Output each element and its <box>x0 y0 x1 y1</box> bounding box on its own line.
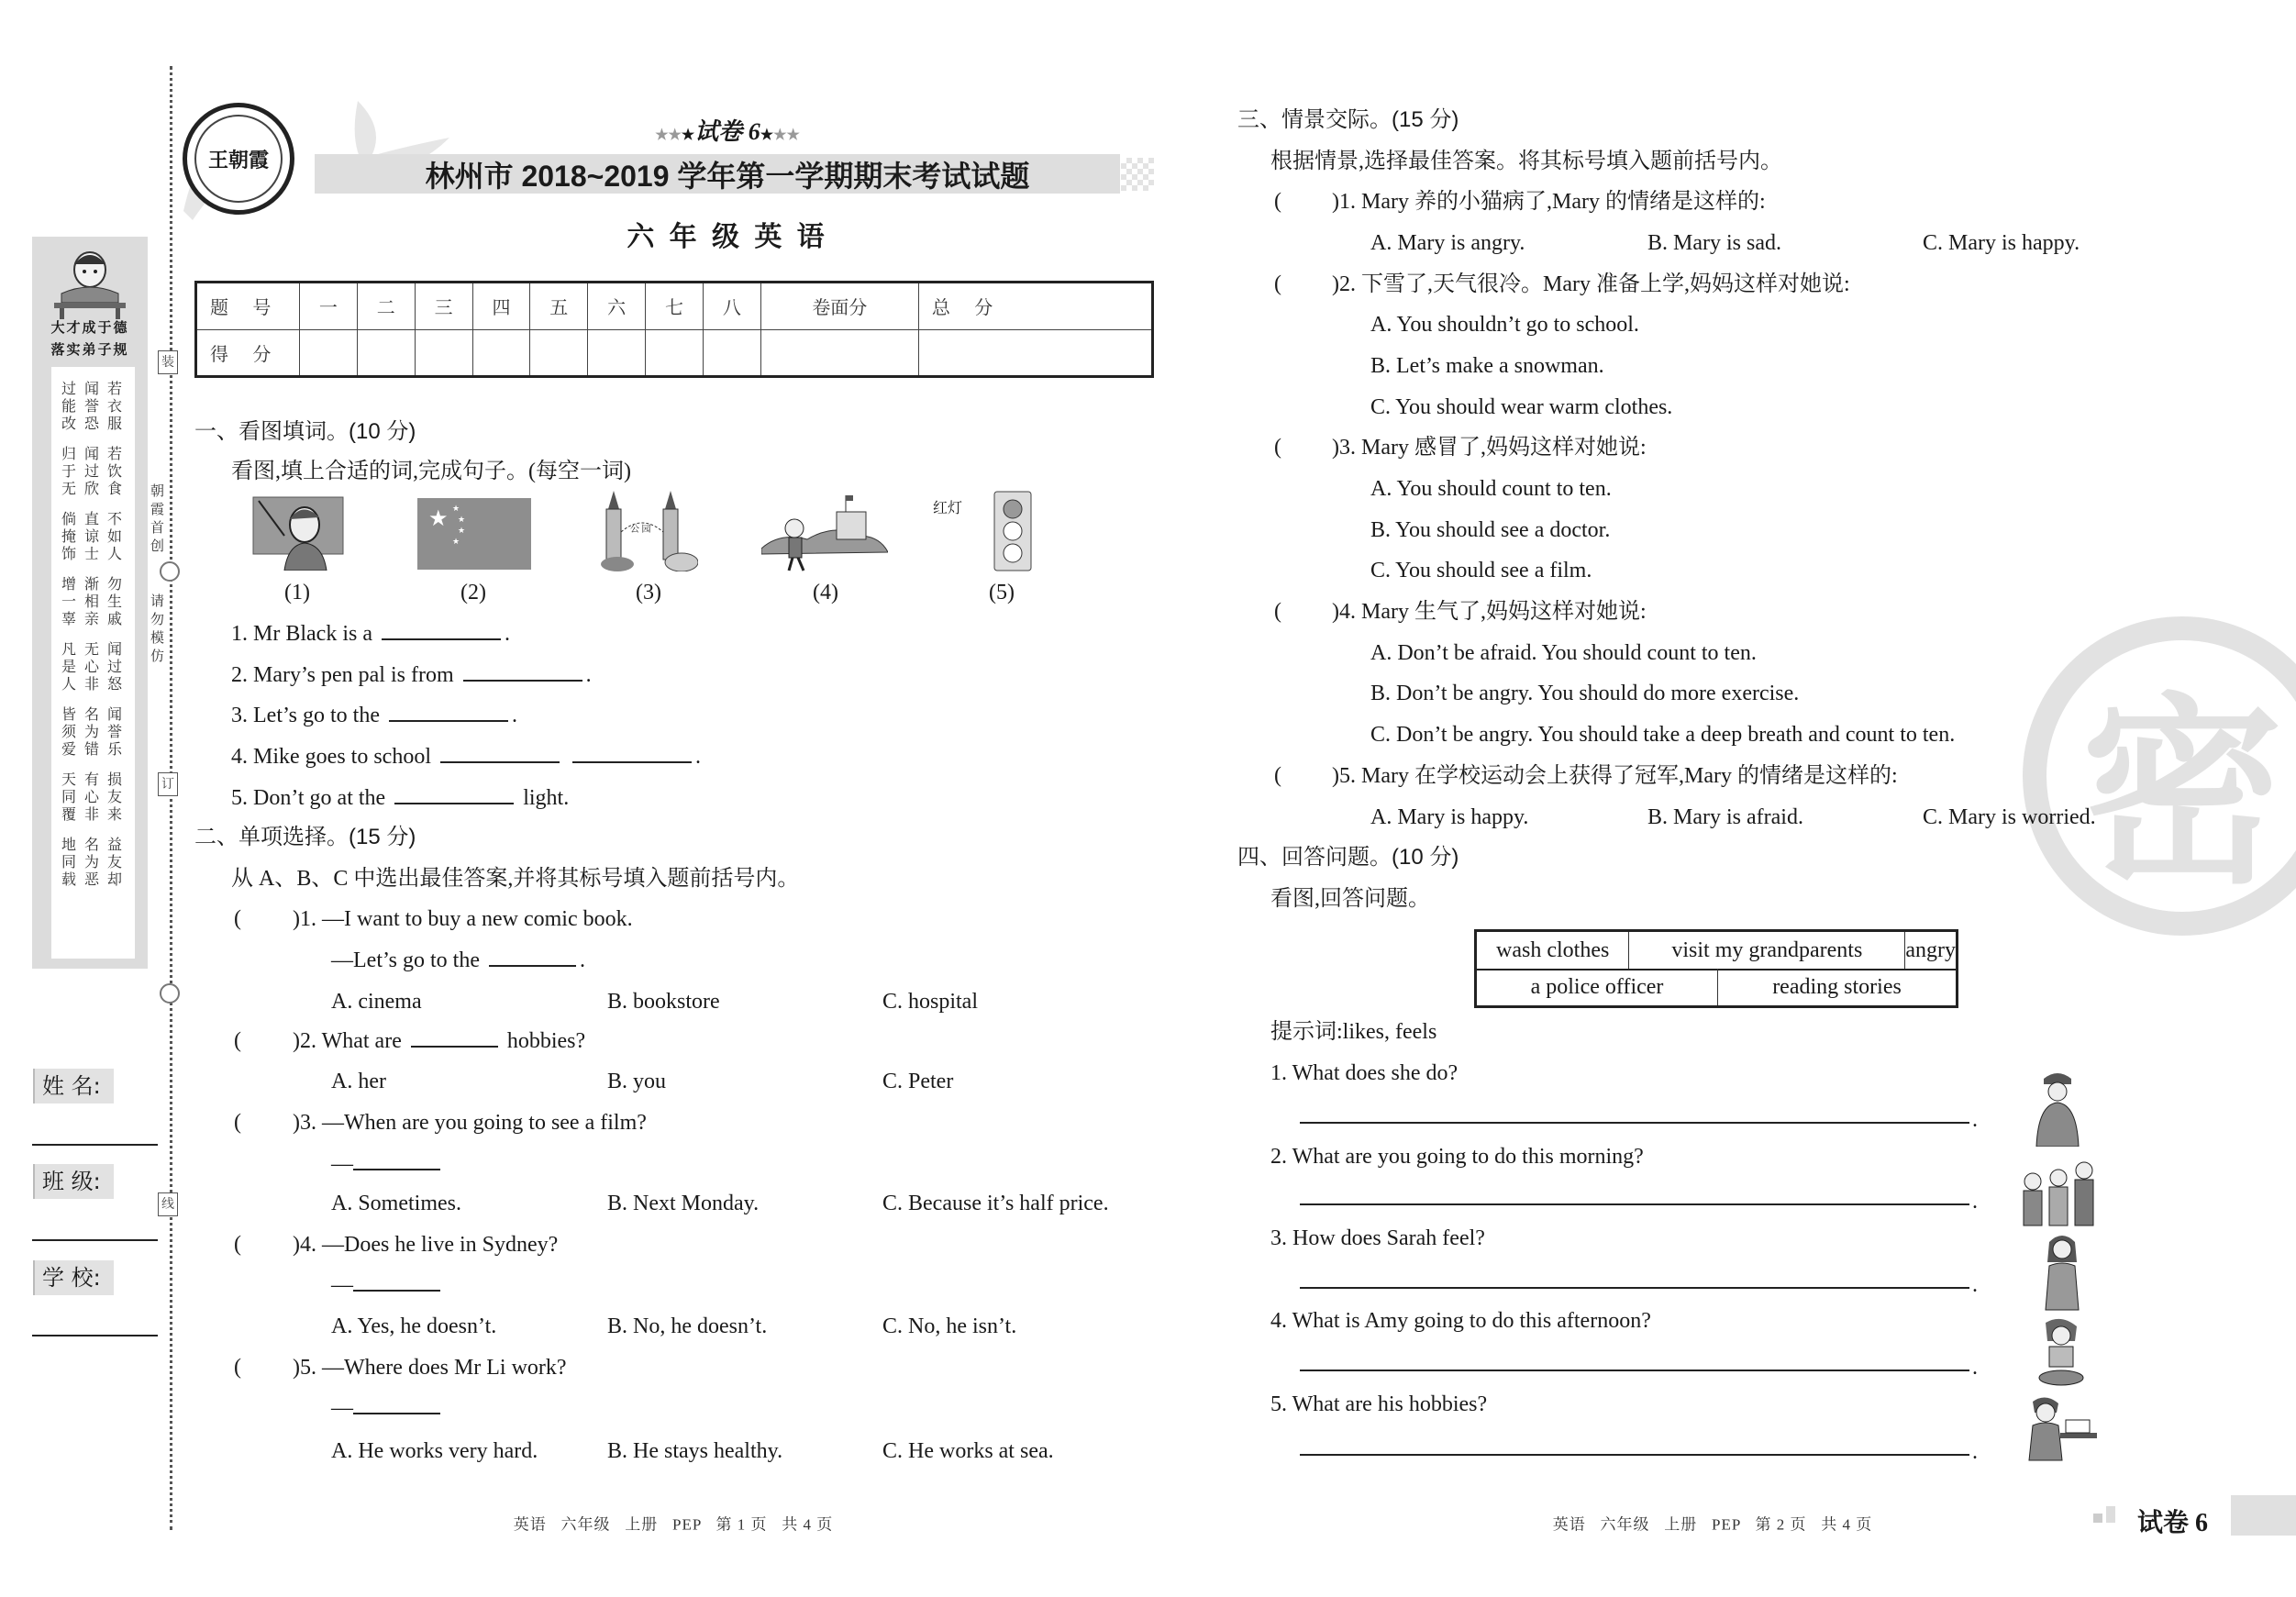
answer-question: 2. What are you going to do this morning? <box>1270 1145 1644 1169</box>
answer-blank[interactable] <box>353 1413 440 1414</box>
question-text: —Does he live in Sydney? <box>322 1233 559 1257</box>
answer-blank[interactable] <box>382 638 501 640</box>
answer-paren[interactable]: ( <box>1274 763 1281 788</box>
verse-line: 过闻若 <box>61 380 130 397</box>
score-cell[interactable] <box>646 329 704 377</box>
header-cell: 总 分 <box>918 283 1152 330</box>
question-stem-2 <box>331 1274 444 1296</box>
star-icons: ★★ <box>773 128 800 143</box>
margin-note-no-copy: 请勿模仿 <box>150 593 165 664</box>
binding-mark-zhuang: 装 <box>158 350 178 374</box>
verse-line: 增渐勿 <box>61 575 130 593</box>
class-label: 班 级: <box>33 1164 114 1199</box>
fill-item <box>231 664 592 686</box>
answer-paren[interactable]: ( <box>1274 189 1281 214</box>
class-field[interactable] <box>32 1239 158 1241</box>
verse-line: 倘直不 <box>61 510 130 527</box>
fill-item-end: . <box>511 704 517 727</box>
park-sign-text: 公 园 <box>630 525 651 535</box>
verse-line: 无欣食 <box>61 480 130 497</box>
verse-block <box>51 367 135 959</box>
question-text: Mary 生气了,妈妈这样对她说: <box>1361 600 1647 624</box>
verse-group <box>51 771 135 823</box>
question-stem <box>293 908 633 930</box>
question-stem <box>293 1357 567 1379</box>
verse-line: 掩谅如 <box>61 527 130 545</box>
verse-line: 载恶却 <box>61 871 130 888</box>
option-a[interactable]: A. Sometimes. <box>331 1192 461 1215</box>
question-stem-2 <box>331 1153 444 1175</box>
verse-line: 于过饮 <box>61 462 130 480</box>
question-number: )5. <box>293 1356 316 1380</box>
star-icons: ★★ <box>655 128 682 143</box>
question-number: )4. <box>293 1233 316 1257</box>
option-c[interactable]: C. hospital <box>882 990 979 1014</box>
option-b[interactable]: B. You should see a doctor. <box>1370 518 1611 542</box>
option-a[interactable]: A. Don’t be afraid. You should count to ten. <box>1370 641 1757 665</box>
score-cell[interactable] <box>703 329 760 377</box>
word-bank-table <box>1474 929 1958 1008</box>
header-cell: 四 <box>472 283 530 330</box>
question-number: )4. <box>1332 600 1356 624</box>
exam-title: 林州市 2018~2019 学年第一学期期末考试试题 <box>425 160 1030 193</box>
score-row-label: 得 分 <box>196 329 300 377</box>
question-text: Mary 感冒了,妈妈这样对她说: <box>1361 436 1647 460</box>
option-c[interactable]: C. Mary is happy. <box>1923 231 2080 255</box>
section2-instruction: 从 A、B、C 中选出最佳答案,并将其标号填入题前括号内。 <box>231 867 800 891</box>
question-text-end: hobbies? <box>506 1029 586 1053</box>
star-icon: ★ <box>681 128 695 143</box>
answer-blank[interactable] <box>353 1290 440 1292</box>
word-bank-cell: visit my grandparents <box>1629 932 1905 969</box>
question-text: —Where does Mr Li work? <box>322 1356 567 1380</box>
answer-blank[interactable] <box>394 803 514 804</box>
park-picture <box>599 491 698 571</box>
answer-paren[interactable]: ( <box>234 906 241 931</box>
question-text: Mary 养的小猫病了,Mary 的情绪是这样的: <box>1361 190 1766 214</box>
traffic-light-label: 红灯 <box>933 499 963 516</box>
verse-line: 同为友 <box>61 853 130 871</box>
line-end-period: . <box>1972 1355 1978 1380</box>
answer-blank[interactable] <box>440 761 560 763</box>
fill-item <box>231 787 569 809</box>
watermark-text: 密 <box>2080 676 2283 911</box>
question-number: )1. <box>293 907 316 931</box>
svg-text:★: ★ <box>458 526 466 535</box>
answer-blank[interactable] <box>572 761 692 763</box>
answer-question: 5. What are his hobbies? <box>1270 1392 1488 1416</box>
answer-blank[interactable] <box>463 680 582 682</box>
answer-paren[interactable]: ( <box>1274 272 1281 296</box>
score-cell[interactable] <box>530 329 588 377</box>
verse-group <box>51 640 135 693</box>
sidebar-di-zi-gui <box>32 237 148 969</box>
verse-group <box>51 380 135 432</box>
header-cell: 五 <box>530 283 588 330</box>
option-b[interactable]: B. Next Monday. <box>607 1192 760 1215</box>
angry-girl-picture <box>2035 1229 2090 1312</box>
score-table-score-row <box>196 329 1153 377</box>
option-a[interactable]: A. Mary is angry. <box>1370 231 1525 255</box>
answer-blank[interactable] <box>489 965 576 967</box>
header-cell: 题 号 <box>196 283 300 330</box>
score-cell[interactable] <box>415 329 472 377</box>
option-b[interactable]: B. No, he doesn’t. <box>607 1314 768 1338</box>
question-number: )2. <box>1332 272 1356 296</box>
answer-paren[interactable]: ( <box>234 1232 241 1257</box>
name-label: 姓 名: <box>33 1069 114 1103</box>
swirl-icon <box>160 983 180 1004</box>
header-cell: 三 <box>415 283 472 330</box>
svg-text:★: ★ <box>458 515 466 524</box>
fill-item-text: 5. Don’t go at the <box>231 786 386 810</box>
picture-label: (5) <box>989 581 1015 604</box>
header-cell: 一 <box>300 283 358 330</box>
answer-paren[interactable]: ( <box>1274 599 1281 624</box>
logo-text: 王朝霞 <box>207 148 269 172</box>
answer-line[interactable] <box>1300 1122 1969 1124</box>
school-field[interactable] <box>32 1335 158 1336</box>
verse-line: 一相生 <box>61 593 130 610</box>
answer-line[interactable] <box>1300 1454 1969 1456</box>
fill-item-text: 3. Let’s go to the <box>231 704 380 727</box>
fill-item-end: light. <box>523 786 570 810</box>
verse-line: 爱错乐 <box>61 740 130 758</box>
question-number: )5. <box>1332 764 1356 788</box>
option-b[interactable]: B. you <box>607 1070 667 1093</box>
question-text: What are <box>321 1029 402 1053</box>
line-end-period: . <box>1972 1189 1978 1214</box>
option-b[interactable]: B. He stays healthy. <box>607 1439 783 1463</box>
section3-instruction: 根据情景,选择最佳答案。将其标号填入题前括号内。 <box>1270 150 1782 173</box>
option-a[interactable]: A. You shouldn’t go to school. <box>1370 313 1639 337</box>
footer-page-1: 英语 六年级 上册 PEP 第 1 页 共 4 页 <box>513 1515 834 1534</box>
answer-blank[interactable] <box>389 720 508 722</box>
school-label: 学 校: <box>33 1260 114 1295</box>
score-cell[interactable] <box>588 329 646 377</box>
option-a[interactable]: A. Mary is happy. <box>1370 805 1529 829</box>
score-cell[interactable] <box>918 329 1152 377</box>
question-number: )2. <box>293 1029 316 1053</box>
verse-line: 地名益 <box>61 836 130 853</box>
question-number: )3. <box>1332 436 1356 460</box>
score-cell[interactable] <box>760 329 918 377</box>
header-cell: 二 <box>357 283 415 330</box>
option-b[interactable]: B. bookstore <box>607 990 720 1014</box>
score-cell[interactable] <box>357 329 415 377</box>
header-cell: 七 <box>646 283 704 330</box>
student-cartoon-icon <box>50 246 129 319</box>
exam-number-badge <box>2093 1501 2296 1537</box>
answer-question: 1. What does she do? <box>1270 1061 1459 1085</box>
option-a[interactable]: A. cinema <box>331 990 422 1014</box>
verse-line: 饰士人 <box>61 545 130 562</box>
option-c[interactable]: C. You should wear warm clothes. <box>1370 395 1673 419</box>
word-bank-cell: a police officer <box>1477 969 1718 1005</box>
option-b[interactable]: B. Mary is afraid. <box>1647 805 1803 829</box>
traffic-light-picture <box>993 491 1033 571</box>
verse-line: 皆名闻 <box>61 705 130 723</box>
publisher-logo <box>183 103 294 215</box>
picture-label: (4) <box>813 581 838 604</box>
binding-mark-ding: 订 <box>158 772 178 796</box>
series-label-text: 试卷 6 <box>694 118 760 145</box>
motto-line-1: 大才成于德 <box>50 319 129 336</box>
question-text: 下雪了,天气很冷。Mary 准备上学,妈妈这样对她说: <box>1361 272 1850 296</box>
fill-item-text: 4. Mike goes to school <box>231 745 431 769</box>
fill-item-end: . <box>585 663 592 687</box>
question-stem <box>1332 601 1647 623</box>
option-c[interactable]: C. Because it’s half price. <box>882 1192 1109 1215</box>
fill-item-text: 2. Mary’s pen pal is from <box>231 663 454 687</box>
subject-title: 六 年 级 英 语 <box>627 222 828 252</box>
verse-line: 同心友 <box>61 788 130 805</box>
fill-item <box>231 623 510 645</box>
section4-instruction: 看图,回答问题。 <box>1270 887 1430 911</box>
question-text: —Let’s go to the <box>331 948 480 972</box>
motto-line-2: 落实弟子规 <box>50 341 129 358</box>
police-officer-picture <box>2025 1066 2090 1147</box>
option-b[interactable]: B. Let’s make a snowman. <box>1370 354 1604 378</box>
answer-blank[interactable] <box>411 1046 498 1048</box>
footer-page-2: 英语 六年级 上册 PEP 第 2 页 共 4 页 <box>1552 1515 1873 1534</box>
section4-heading: 四、回答问题。(10 分) <box>1237 845 1459 870</box>
question-stem <box>1332 765 1898 787</box>
question-text: — <box>331 1396 353 1420</box>
question-number: )3. <box>293 1111 316 1135</box>
swirl-icon <box>160 561 180 582</box>
option-b[interactable]: B. Mary is sad. <box>1647 231 1781 255</box>
question-text: —When are you going to see a film? <box>322 1111 647 1135</box>
section2-heading: 二、单项选择。(15 分) <box>194 825 416 849</box>
picture-label: (3) <box>636 581 661 604</box>
reading-boy-picture <box>2020 1392 2101 1464</box>
verse-group <box>51 510 135 562</box>
question-number: )1. <box>1332 190 1356 214</box>
fill-item <box>231 746 701 768</box>
answer-paren[interactable]: ( <box>234 1110 241 1135</box>
star-icon: ★ <box>760 128 774 143</box>
header-cell: 卷面分 <box>760 283 918 330</box>
question-stem <box>1332 437 1647 459</box>
teacher-picture <box>251 495 345 571</box>
verse-line: 是心过 <box>61 658 130 675</box>
answer-paren[interactable]: ( <box>234 1355 241 1380</box>
option-b[interactable]: B. Don’t be angry. You should do more exercise. <box>1370 682 1800 705</box>
verse-line: 归闻若 <box>61 445 130 462</box>
fill-item <box>231 704 517 726</box>
answer-question: 4. What is Amy going to do this afternoon? <box>1270 1309 1651 1333</box>
picture-label: (2) <box>460 581 486 604</box>
option-c[interactable]: C. Mary is worried. <box>1923 805 2096 829</box>
answer-blank[interactable] <box>353 1169 440 1170</box>
header-cell: 八 <box>703 283 760 330</box>
hint-words: 提示词:likes, feels <box>1270 1020 1437 1044</box>
question-text: — <box>331 1273 353 1297</box>
verse-line: 改恐服 <box>61 415 130 432</box>
picture-label: (1) <box>284 581 310 604</box>
china-flag-picture <box>417 498 531 570</box>
option-a[interactable]: A. You should count to ten. <box>1370 477 1612 501</box>
walking-to-school-picture <box>761 495 888 574</box>
word-bank-cell: angry <box>1905 937 1956 962</box>
verse-line: 天有损 <box>61 771 130 788</box>
option-c[interactable]: C. Peter <box>882 1070 954 1093</box>
verse-line: 辜亲戚 <box>61 610 130 627</box>
score-table-header-row <box>196 283 1153 330</box>
word-bank-cell: reading stories <box>1772 974 1902 999</box>
verse-group <box>51 836 135 888</box>
verse-line: 人非怒 <box>61 675 130 693</box>
badge-text: 试卷 6 <box>2137 1509 2209 1537</box>
binding-mark-xian: 线 <box>158 1192 178 1216</box>
section1-instruction: 看图,填上合适的词,完成句子。(每空一词) <box>231 460 631 483</box>
word-bank-cell: wash clothes <box>1477 932 1629 969</box>
question-stem-2 <box>331 949 585 971</box>
answer-paren[interactable]: ( <box>234 1028 241 1053</box>
answer-paren[interactable]: ( <box>1274 435 1281 460</box>
question-stem <box>1332 273 1850 295</box>
question-text: Mary 在学校运动会上获得了冠军,Mary 的情绪是这样的: <box>1361 764 1898 788</box>
verse-line: 须为誉 <box>61 723 130 740</box>
verse-line: 能誉衣 <box>61 397 130 415</box>
option-c[interactable]: C. Don’t be angry. You should take a deep breath and count to ten. <box>1370 723 1956 747</box>
question-stem <box>293 1030 585 1052</box>
question-text: —I want to buy a new comic book. <box>322 907 633 931</box>
washing-clothes-picture <box>2029 1314 2093 1389</box>
binding-dotted-line <box>170 66 172 1530</box>
verse-group <box>51 445 135 497</box>
answer-line[interactable] <box>1300 1203 1969 1205</box>
margin-note-original: 朝霞首创 <box>150 482 165 554</box>
svg-text:★: ★ <box>428 507 449 531</box>
question-stem <box>293 1234 558 1256</box>
answer-line[interactable] <box>1300 1370 1969 1371</box>
watermark-seal <box>2023 616 2296 936</box>
section1-heading: 一、看图填词。(10 分) <box>194 419 416 444</box>
verse-line: 凡无闻 <box>61 640 130 658</box>
score-cell[interactable] <box>300 329 358 377</box>
option-c[interactable]: C. No, he isn’t. <box>882 1314 1017 1338</box>
svg-text:★: ★ <box>452 537 460 546</box>
option-a[interactable]: A. her <box>331 1070 386 1093</box>
checker-decoration <box>1121 158 1154 191</box>
option-c[interactable]: C. You should see a film. <box>1370 559 1592 582</box>
name-field[interactable] <box>32 1144 158 1146</box>
line-end-period: . <box>1972 1107 1978 1132</box>
answer-question: 3. How does Sarah feel? <box>1270 1226 1485 1250</box>
verse-line: 覆非来 <box>61 805 130 823</box>
question-text: — <box>331 1152 353 1176</box>
question-stem <box>293 1112 647 1134</box>
verse-group <box>51 705 135 758</box>
fill-item-end: . <box>694 745 701 769</box>
header-cell: 六 <box>588 283 646 330</box>
question-stem <box>1332 191 1766 213</box>
question-stem-2 <box>331 1397 444 1419</box>
score-cell[interactable] <box>472 329 530 377</box>
word-bank-row <box>1477 932 1956 970</box>
fill-item-text: 1. Mr Black is a <box>231 622 372 646</box>
fill-item-end: . <box>504 622 510 646</box>
series-label <box>655 120 800 144</box>
line-end-period: . <box>1972 1272 1978 1297</box>
score-table <box>194 281 1154 378</box>
answer-line[interactable] <box>1300 1287 1969 1289</box>
verse-group <box>51 575 135 627</box>
question-text-end: . <box>579 948 585 972</box>
svg-text:★: ★ <box>452 504 460 513</box>
option-a[interactable]: A. He works very hard. <box>331 1439 538 1463</box>
family-picture <box>2016 1154 2101 1227</box>
option-c[interactable]: C. He works at sea. <box>882 1439 1054 1463</box>
line-end-period: . <box>1972 1439 1978 1464</box>
option-a[interactable]: A. Yes, he doesn’t. <box>331 1314 497 1338</box>
word-bank-row <box>1477 969 1956 1005</box>
section3-heading: 三、情景交际。(15 分) <box>1237 107 1459 132</box>
